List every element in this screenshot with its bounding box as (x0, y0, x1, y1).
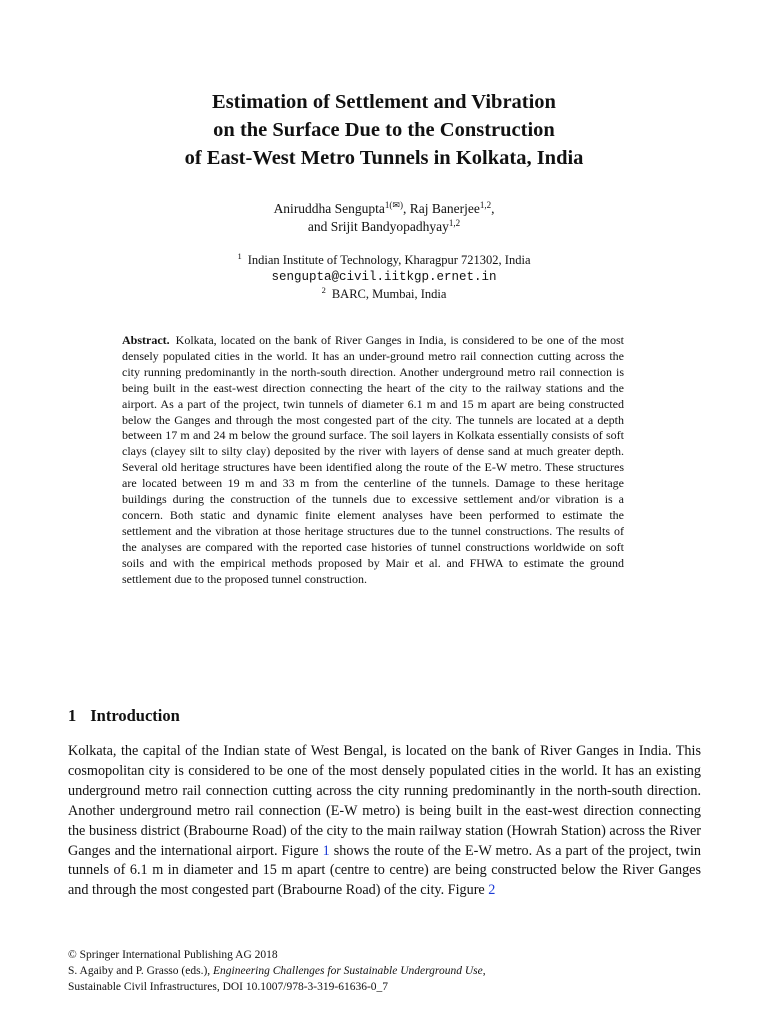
section-title: Introduction (90, 706, 180, 725)
figure-link[interactable]: 2 (488, 882, 496, 899)
abstract-label: Abstract. (122, 333, 170, 347)
author-line-1 (0, 200, 768, 218)
title-line-2: on the Surface Due to the Construction (213, 119, 555, 141)
author-name: Srijit Bandyopadhyay (330, 219, 449, 234)
author-email[interactable]: sengupta@civil.iitkgp.ernet.in (271, 270, 497, 284)
affiliation-number: 2 (321, 285, 326, 295)
author-conjunction: and (307, 219, 331, 234)
figure-link[interactable]: 1 (322, 842, 330, 859)
author-name: Aniruddha Sengupta (273, 201, 385, 216)
intro-paragraph (68, 742, 701, 901)
author-affiliation-marker: 1,2 (479, 200, 492, 210)
footer (68, 947, 708, 995)
section-number: 1 (68, 706, 77, 725)
affiliation-1 (0, 252, 768, 269)
book-title: Engineering Challenges for Sustainable Underground Use (213, 965, 483, 977)
author-separator: , (491, 201, 495, 216)
copyright: © Springer International Publishing AG 2018 (68, 949, 278, 961)
author-separator: , (402, 201, 410, 216)
author-affiliation-marker[interactable]: 1(✉) (384, 200, 403, 210)
affiliation-text: BARC, Mumbai, India (331, 287, 447, 301)
citation-punct: , (482, 965, 486, 977)
abstract-text: Kolkata, located on the bank of River Ganges in India, is considered to be one of the most densely populated cities in the world. It has an under-ground metro rail connection cutting across the city running predominantly in the north-south direction. Another underground metro rail connection is being built in the east-west direction connecting the heart of the city to the railway stations and the airport. As a part of the project, twin tunnels of diameter 6.1 m and 15 m apart are being constructed below the Ganges and through the most congested part of the city. The tunnels are located at a depth between 17 m and 24 m below the ground surface. The soil layers in Kolkata essentially consists of soft clays (clayey silt to silty clay) deposited by the river with layers of dense sand at much greater depth. Several old heritage structures have been identified along the route of the E-W metro. These structures are located between 19 m and 33 m from the centerline of the tunnels. Damage to these heritage buildings during the construction of the tunnels due to excessive settlement and/or vibration is a concern. Both static and dynamic finite element analyses have been performed to estimate the settlement and the vibration at those heritage structures due to the tunnel constructions. The results of the analyses are compared with the reported case histories of tunnel constructions worldwide on soft soils and with the empirical methods proposed by Mair et al. and FHWA to estimate the ground settlement due to the proposed tunnel construction. (122, 333, 624, 586)
paper-title (0, 88, 768, 172)
author-name: Raj Banerjee (409, 201, 480, 216)
intro-text: shows the route of the E-W metro. As a part of the project, twin tunnels of 6.1 m in diameter and 15 m apart (centre to centre) are being constructed below the River Ganges and through the most congested part (Brabourne Road) of the city. Figure (68, 842, 701, 899)
title-line-1: Estimation of Settlement and Vibration (212, 91, 556, 113)
affiliations (0, 252, 768, 303)
author-list (0, 200, 768, 236)
affiliation-number: 1 (237, 251, 242, 261)
author-line-2 (0, 218, 768, 236)
author-affiliation-marker: 1,2 (448, 218, 461, 228)
abstract (122, 333, 624, 588)
series-doi: Sustainable Civil Infrastructures, DOI 10.1007/978-3-319-61636-0_7 (68, 981, 389, 993)
title-line-3: of East-West Metro Tunnels in Kolkata, India (184, 147, 584, 169)
citation-line (68, 963, 708, 979)
intro-text: Kolkata, the capital of the Indian state of West Bengal, is located on the bank of River Ganges in India. This cosmopolitan city is considered to be one of the most densely populated cities in the world. It has an existing underground metro rail connection cutting across the city running predominantly in the north-south direction. Another underground metro rail connection (E-W metro) is being built in the east-west direction connecting the business district (Brabourne Road) of the city to the main railway station (Howrah Station) across the River Ganges and the international airport. Figure (68, 743, 701, 859)
affiliation-text: Indian Institute of Technology, Kharagpur 721302, India (247, 253, 531, 267)
section-heading (68, 706, 180, 726)
affiliation-2 (0, 286, 768, 303)
citation-editors: S. Agaiby and P. Grasso (eds.), (68, 965, 214, 977)
